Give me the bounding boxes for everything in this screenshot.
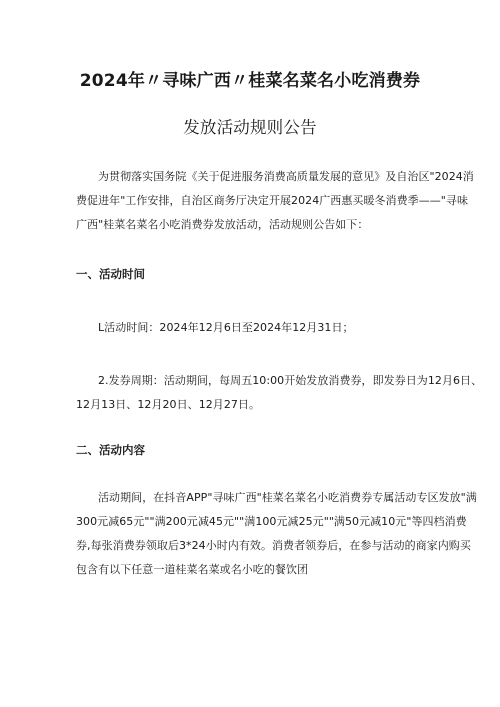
activity-time-item-1 xyxy=(76,316,496,340)
document-title-line-2: 发放活动规则公告 xyxy=(183,118,317,137)
content-line: 券,每张消费券领取后3*24小时内有效。消费者领券后，在参与活动的商家内购买 xyxy=(76,539,471,552)
coupon-cycle-line: 2.发券周期：活动期间，每周五10:00开始发放消费券，即发券日为12月6日、 xyxy=(98,374,483,387)
activity-time-item-2 xyxy=(76,369,496,417)
section-heading-activity-content: 二、活动内容 xyxy=(76,443,145,457)
activity-time-line: L活动时间：2024年12月6日至2024年12月31日； xyxy=(98,321,354,334)
intro-paragraph xyxy=(76,165,496,237)
activity-content-paragraph xyxy=(76,486,496,582)
content-line: 活动期间，在抖音APP"寻味广西"桂菜名菜名小吃消费券专属活动专区发放"满 xyxy=(98,491,477,504)
section-heading-activity-time: 一、活动时间 xyxy=(76,267,145,281)
document-title-line-1: 2024年〃寻味广西〃桂菜名菜名小吃消费券 xyxy=(79,71,421,91)
content-line: 包含有以下任意一道桂菜名菜或名小吃的餐饮团 xyxy=(76,563,309,576)
coupon-cycle-line: 12月13日、12月20日、12月27日。 xyxy=(76,398,261,411)
intro-line: 为贯彻落实国务院《关于促进服务消费高质量发展的意见》及自治区"2024消 xyxy=(98,170,474,183)
intro-line: 费促进年"工作安排，自治区商务厅决定开展2024广西惠买暖冬消费季——"寻味 xyxy=(76,194,469,207)
content-line: 300元减65元""满200元减45元""满100元减25元""满50元减10元"等四档消费 xyxy=(76,515,467,528)
intro-line: 广西"桂菜名菜名小吃消费券发放活动，活动规则公告如下： xyxy=(76,218,369,231)
